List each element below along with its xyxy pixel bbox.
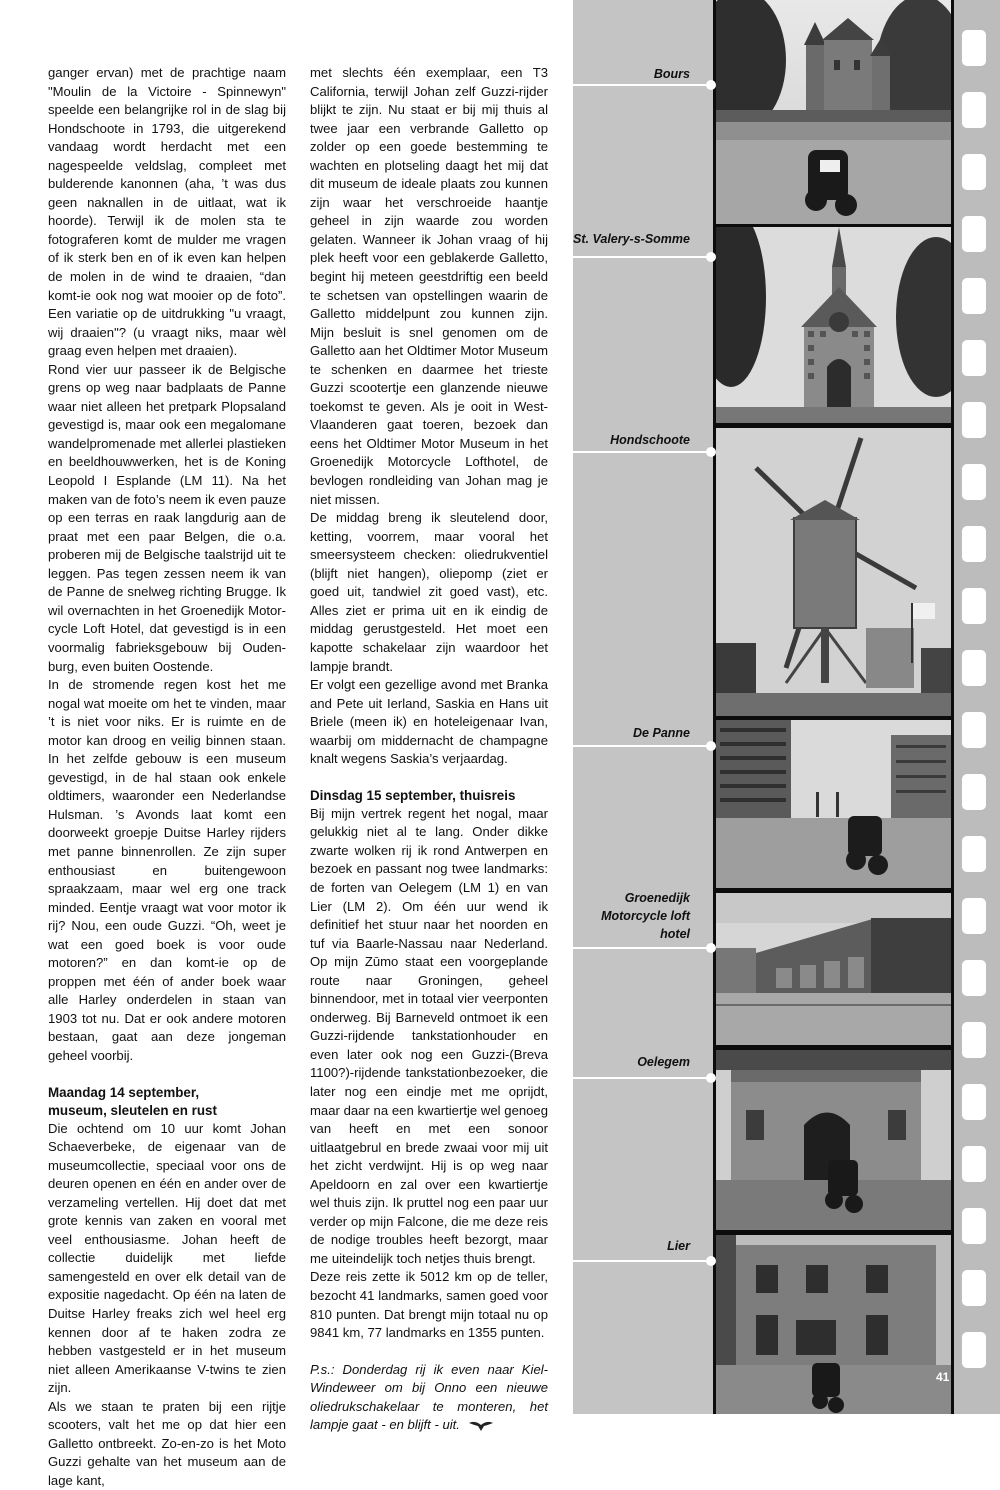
- film-sprocket-hole: [962, 774, 986, 810]
- caption-leader: [573, 947, 713, 949]
- paragraph: Rond vier uur passeer ik de Belgische grens op weg naar badplaats de Panne waar niet alleen het pretpark Plopsaland gevestigd is, maar ook een megalomane wandelpromenade met allerlei plastieken en beeldhouwwerken, het is de Koning Leopold I Esplande (LM 11). Na het maken van de foto’s neem ik even pauze op een terras en raak langdurig aan de praat met een paar Belgen, die o.a. proberen mij de Belgische taalstrijd uit te leggen. Pas tegen zessen neem ik van de Panne de snelweg richting Brugge. Ik wil overnachten in het Groenedijk Motor-cycle Loft Hotel, dat gevestigd is in een voormalig fabrieksgebouw bij Ouden-burg, even buiten Oostende.: [48, 361, 286, 674]
- paragraph: Als we staan te praten bij een rijtje scooters, valt het me op dat hier een Galletto ontbreekt. Zo-en-zo is het Moto Guzzi gehalte van het museum aan de lage kant,: [48, 1398, 286, 1488]
- film-sprocket-hole: [962, 960, 986, 996]
- film-sprocket-hole: [962, 402, 986, 438]
- film-sprocket-hole: [962, 92, 986, 128]
- caption-de-panne: De Panne: [633, 726, 690, 740]
- caption-dot: [706, 741, 716, 751]
- caption-hondschoote: Hondschoote: [610, 433, 690, 447]
- article-column-right: [310, 64, 548, 1435]
- film-sprocket-hole: [962, 464, 986, 500]
- caption-bours: Bours: [653, 67, 690, 81]
- caption-dot: [706, 252, 716, 262]
- castle-icon: [716, 0, 951, 224]
- paragraph: Deze reis zette ik 5012 km op de teller, bezocht 41 landmarks, samen goed voor 810 punten. Dat brengt mijn totaal nu op 9841 km, 77 landmarks en 1355 punten.: [310, 1269, 548, 1341]
- caption-strip: [573, 0, 713, 1414]
- fort-ruin-icon: [716, 1235, 951, 1414]
- caption-oelegem: Oelegem: [637, 1055, 690, 1069]
- photo-de-panne: [716, 720, 951, 888]
- paragraph: Er volgt een gezellige avond met Branka and Pete uit Ierland, Saskia en Hans uit Briele (meen ik) en hoteleigenaar Ivan, waarbij om middernacht de champagne knalt wegens Saskia’s verjaardag.: [310, 677, 548, 767]
- section-heading: Maandag 14 september, museum, sleutelen en rust: [48, 1084, 217, 1118]
- film-sprocket-hole: [962, 588, 986, 624]
- promenade-icon: [716, 720, 951, 888]
- caption-dot: [706, 1073, 716, 1083]
- paragraph: met slechts één exemplaar, een T3 California, terwijl Johan zelf Guzzi-rijder blijkt te zijn. Nu staat er bij mij thuis al twee jaar een verbrande Galletto op zolder op een goede bestemming te wachten en plotseling daagt het mij dat dit museum de ideale plaats zou kunnen zijn waar het verschroeide haantje geheel in zijn waarde zou worden gelaten. Wanneer ik Johan vraag of hij plek heeft voor een geblakerde Galletto, begint hij meteen geestdriftig een beeld te schetsen van opstellingen waarin de Galletto middelpunt zou kunnen zijn. Mijn besluit is snel genomen om de Galletto aan het Oldtimer Motor Museum te schenken en daarmee het trieste Guzzi scootertje een glanzende nieuwe toekomst te geven. Als je ooit in West-Vlaanderen gaat toeren, bezoek dan eens het Oldtimer Motor Museum in het Groenedijk Motorcycle Lofthotel, de bevlogen rondleiding van Johan mag je niet missen.: [310, 65, 548, 507]
- film-sprocket-hole: [962, 1022, 986, 1058]
- photo-bours: [716, 0, 951, 224]
- caption-st-valery: St. Valery-s-Somme: [573, 232, 690, 246]
- caption-leader: [573, 1077, 713, 1079]
- film-sprocket-hole: [962, 650, 986, 686]
- factory-building-icon: [716, 893, 951, 1045]
- caption-dot: [706, 1256, 716, 1266]
- caption-dot: [706, 943, 716, 953]
- caption-dot: [706, 447, 716, 457]
- film-sprocket-hole: [962, 1146, 986, 1182]
- caption-leader: [573, 256, 713, 258]
- paragraph: ganger ervan) met de prachtige naam "Moulin de la Victoire - Spinnewyn" speelde een belangrijke rol in de slag bij Hondschoote in 1793, die uitgerekend vandaag wordt herdacht met een nagespeelde veldslag, compleet met bulderende kanonnen (aha, ’t was dus geen naknallen in de uitlaat, wat ik hoorde). Terwijl ik de molen sta te fotograferen komt de mulder me vragen of ik sterk ben en of ik even kan helpen de molen in de wind te draaien, “dan komt-ie ook nog wat mooier op de foto”. Een variatie op de uitdrukking "u vraagt, wij draaien"? (u vraagt niks, maar wèl graag even helpen met draaien).: [48, 65, 286, 359]
- page-number: 41: [936, 1370, 950, 1384]
- photo-groenedijk: [716, 893, 951, 1045]
- film-sprocket-hole: [962, 1332, 986, 1368]
- caption-lier: Lier: [667, 1239, 690, 1253]
- paragraph: Die ochtend om 10 uur komt Johan Schaeverbeke, de eigenaar van de museumcollectie, speciaal voor ons de deuren openen en één en ander over de verzameling vertellen. Hij doet dat met grote kennis van zaken en vooral met veel enthousiasme. Johan heeft de collectie duidelijk met liefde samengesteld en over elk detail van de expositie nagedacht. Op één na laten de Duitse Harley freaks zich wel heel erg kennen door af te haken zodra ze hebben vastgesteld er in het museum niet alleen Amerikaanse V-twins te zien zijn.: [48, 1120, 286, 1396]
- caption-leader: [573, 745, 713, 747]
- film-sprocket-hole: [962, 1270, 986, 1306]
- caption-leader: [573, 1260, 713, 1262]
- caption-groenedijk: Groenedijk Motorcycle loft hotel: [601, 891, 690, 941]
- film-sprocket-rail: [954, 0, 1000, 1414]
- section-heading: Dinsdag 15 september, thuisreis: [310, 787, 516, 803]
- film-sprocket-hole: [962, 278, 986, 314]
- paragraph: De middag breng ik sleutelend door, ketting, voorrem, maar vooral het smeersysteem checken: oliedrukventiel (blijft niet hangen), oliepomp (ziet er goed uit, tandwiel zit goed vast), etc. Alles ziet er prima uit en ik eindig de middag gerustgesteld. Het moet een kapotte schakelaar zijn waardoor het lampje brandt.: [310, 510, 548, 674]
- film-sprocket-hole: [962, 898, 986, 934]
- paragraph: Bij mijn vertrek regent het nogal, maar gelukkig niet al te lang. Onder dikke zwarte wolken rij ik rond Antwerpen en bezoek en passant nog twee landmarks: de forten van Oelegem (LM 1) en van Lier (LM 2). Om één uur wend ik definitief het stuur naar het noorden en tuf via Baarle-Nassau naar Nederland. Op mijn Zūmo staat een voorgeplande route naar Groningen, geheel binnendoor, met in totaal vier veerponten onderweg. Bij Barneveld ontmoet ik een Guzzi-rijdende tankstationhouder en even later ook nog een Guzzi-(Breva 1100?)-rijdende tankstationbezoeker, die later nog een eindje met me oprijdt, maar daar na een kwartiertje wel genoeg van heeft en met een sonoor uitlaatgebrul en brede zwaai voor mij uit het zicht verdwijnt. Hij is op weg naar Apeldoorn en zal over een kwartiertje wel thuis zijn. Ik pruttel nog een paar uur verder op mijn Falcone, die me deze reis de nodige troubles heeft bezorgt, maar me uiteindelijk toch netjes thuis brengt.: [310, 805, 548, 1266]
- caption-dot: [706, 80, 716, 90]
- film-sprocket-hole: [962, 836, 986, 872]
- chapel-icon: [716, 227, 951, 423]
- film-sprocket-hole: [962, 1208, 986, 1244]
- film-sprocket-hole: [962, 216, 986, 252]
- caption-leader: [573, 451, 713, 453]
- postscript: P.s.: Donderdag rij ik even naar Kiel-Windeweer om bij Onno een nieuwe oliedrukschakelaar te monteren, het lampje gaat - en blijft - uit.: [310, 1361, 548, 1433]
- film-sprocket-hole: [962, 154, 986, 190]
- photo-lier: [716, 1235, 951, 1414]
- photo-st-valery: [716, 227, 951, 423]
- film-sprocket-hole: [962, 712, 986, 748]
- caption-leader: [573, 84, 713, 86]
- paragraph: In de stromende regen kost het me nogal wat moeite om het te vinden, maar ’t is niet voor niks. Er is ruimte en de motor kan droog en veilig binnen staan. In het zelfde gebouw is een museum gevestigd, in de hal staan ook enkele oldtimers, waaronder een Nederlandse Hulsman. ’s Avonds laat komt een doorweekt groepje Duitse Harley rijders met panne binnenrollen. Ze zijn super enthousiast en buitengewoon spraakzaam, maar wel erg one track minded. Eentje vraagt wat voor motor ik rij? Nou, een oude Guzzi. “Oh, weet je wat een goed boek is voor oude motoren?” en dan komt-ie op de proppen met één of ander boek waar alle Harley onderdelen in staan van 1903 tot nu. Dat er ook andere motoren bestaan, gaat aan deze jongeman geheel voorbij.: [48, 677, 286, 1063]
- film-sprocket-hole: [962, 1084, 986, 1120]
- film-sprocket-hole: [962, 340, 986, 376]
- photo-hondschoote: [716, 428, 951, 716]
- film-sprocket-hole: [962, 30, 986, 66]
- eagle-logo-icon: [468, 1420, 494, 1432]
- windmill-icon: [716, 428, 951, 716]
- fort-gate-icon: [716, 1050, 951, 1230]
- film-sprocket-hole: [962, 526, 986, 562]
- article-column-left: [48, 64, 286, 1490]
- photo-oelegem: [716, 1050, 951, 1230]
